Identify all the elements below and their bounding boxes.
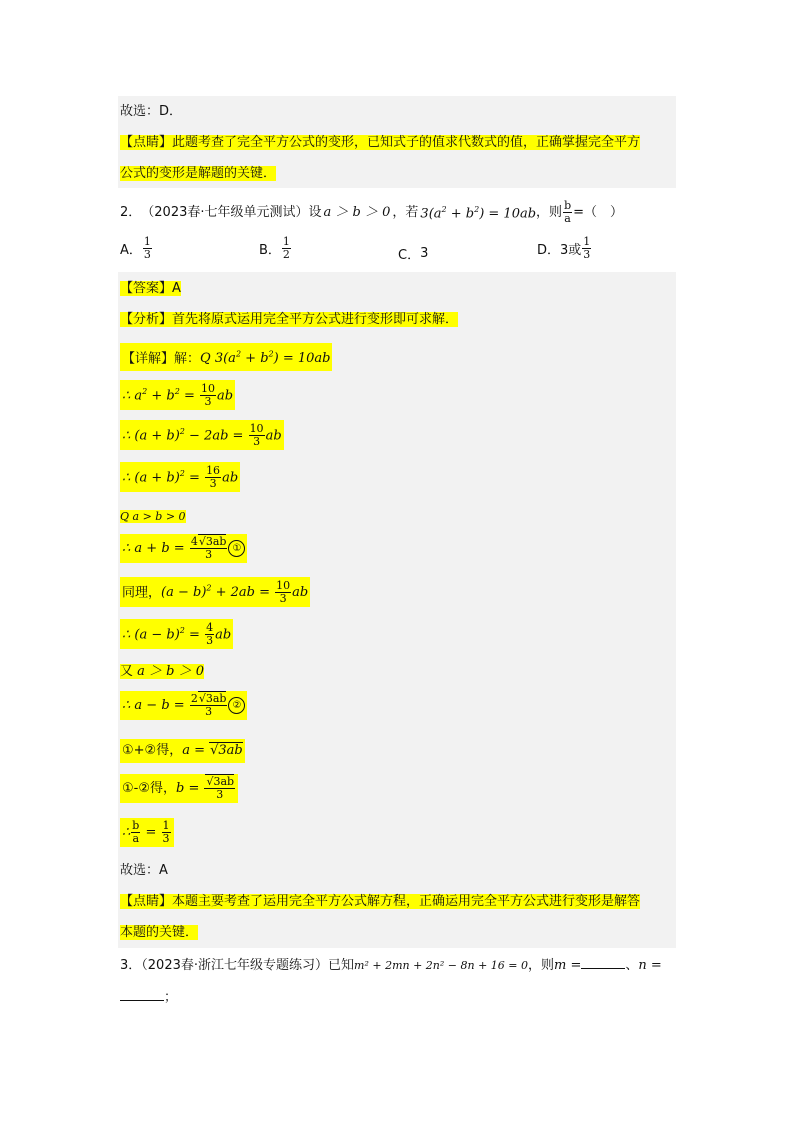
option-b: B． $\frac{1}{2}$ [259,235,290,261]
q1-choice: 故选：D． [120,104,183,119]
q1-comment-line-1: 【点睛】此题考查了完全平方公式的变形，已知式子的值求代数式的值，正确掌握完全平方 [120,135,641,150]
answer-line: 【答案】A [120,281,181,296]
detail-step-6: 同理，$(a - b)^2 + 2ab$ = $\frac{10}{3}$ ab [120,577,310,607]
detail-step-3: ∴ $(a + b)^2$ = $\frac{16}{3}$ ab [120,462,240,492]
detail-step-8: 又 a ＞ b ＞ 0 [120,664,205,679]
q1-comment-line-2: 公式的变形是解题的关键． [120,166,277,181]
n-answer-blank[interactable] [120,988,164,1001]
detail-step-0: 【详解】解：Q $3(a^2 + b^2) = 10ab$ [120,343,332,371]
m-answer-blank[interactable] [581,956,625,969]
detail-step-10: ①+②得，a = √3ab [120,739,245,763]
detail-step-9: ∴ a − b = $\frac{2√3ab}{3}$ ② [120,691,247,720]
detail-step-12: ∴ $\frac{b}{a}$ = $\frac{1}{3}$ [120,818,174,847]
detail-step-4: Q a > b > 0 [120,510,186,523]
option-a: A． $\frac{1}{3}$ [120,235,151,261]
option-c: C． 3 [398,246,429,263]
q2-comment-line-1: 【点睛】本题主要考查了运用完全平方公式解方程，正确运用完全平方公式进行变形是解答 [120,894,641,909]
detail-step-2: ∴ $(a + b)^2 - 2ab$ = $\frac{10}{3}$ ab [120,420,284,450]
final-choice: 故选：A [120,863,168,878]
analysis-line: 【分析】首先将原式运用完全平方公式进行变形即可求解． [120,312,459,327]
q2-stem: 2． （2023春·七年级单元测试） 设 a ＞ b ＞ 0 ，若 $3(a^2 + b^2) = 10ab$ ，则 $\frac{b}{a}$ =（ ） [120,199,624,225]
q3-stem-cont: ； [120,988,177,1008]
q2-comment-line-2: 本题的关键． [120,925,199,940]
solution-background-2 [118,272,676,948]
option-d: D． 3或 $\frac{1}{3}$ [537,235,591,261]
detail-step-7: ∴ $(a - b)^2$ = $\frac{4}{3}$ ab [120,619,233,649]
q3-stem: 3．（2023春·浙江七年级专题练习）已知m² + 2mn + 2n² − 8n + 16 = 0，则m = 、n = [120,958,662,973]
detail-step-5: ∴ a + b = $\frac{4√3ab}{3}$ ① [120,534,247,563]
detail-step-11: ①-②得，b = $\frac{√3ab}{3}$ [120,774,238,803]
detail-step-1: ∴ $a^2 + b^2$ = $\frac{10}{3}$ ab [120,380,235,410]
